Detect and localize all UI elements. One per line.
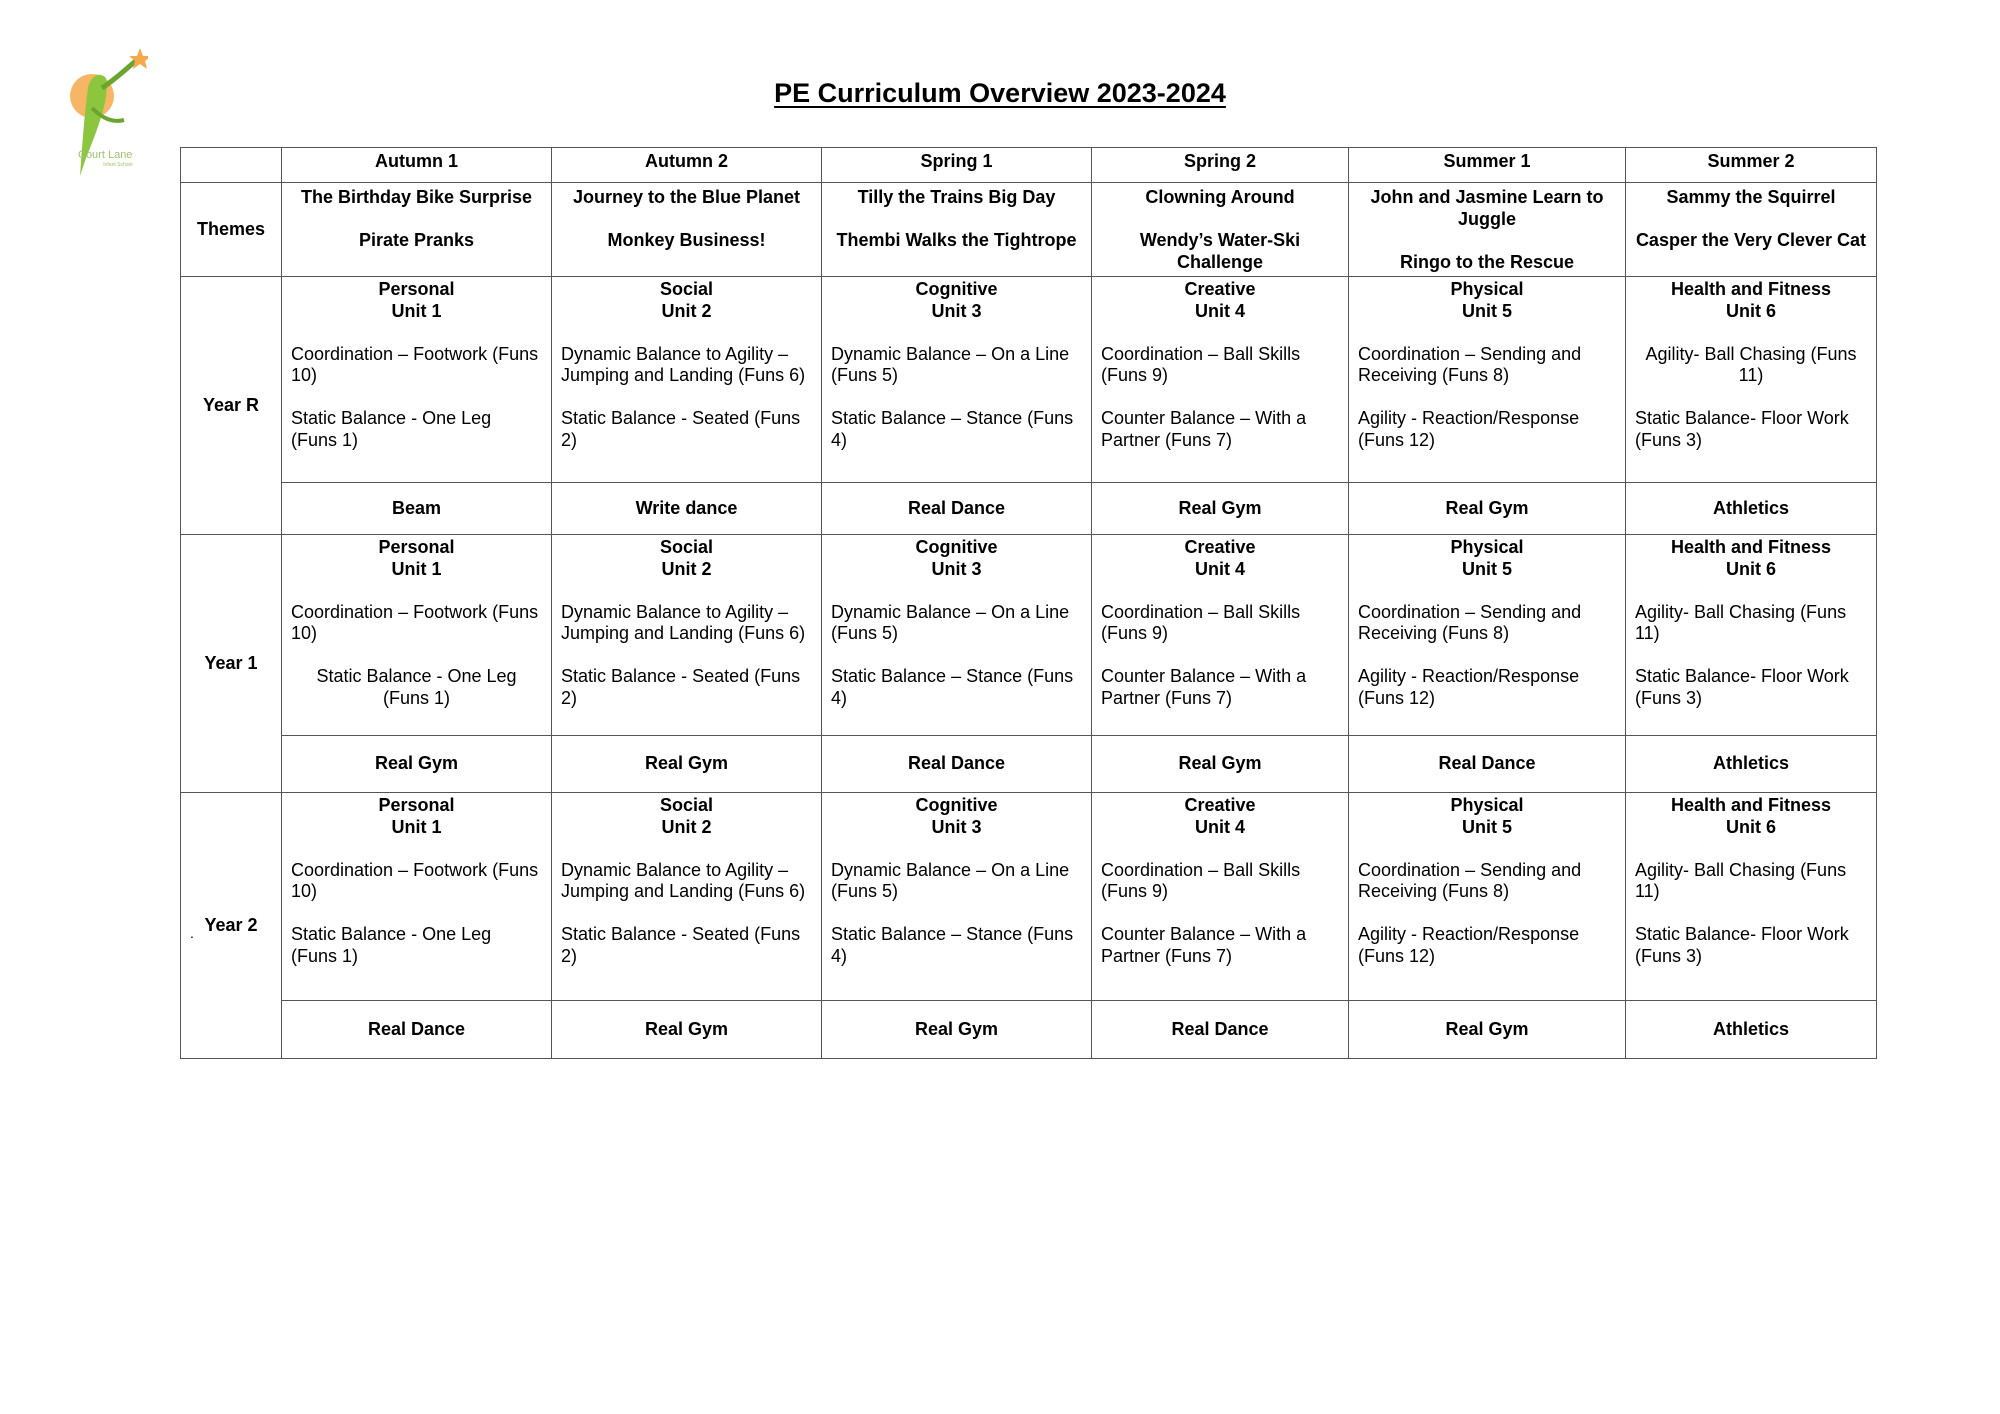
activity-cell: Real Dance	[822, 736, 1092, 793]
unit-cell	[822, 535, 1092, 736]
unit-number: Unit 5	[1461, 558, 1512, 579]
skill-text: Counter Balance – With a Partner (Funs 7)	[1101, 666, 1307, 708]
unit-area: Social	[659, 537, 714, 557]
skill-text: Dynamic Balance – On a Line (Funs 5)	[831, 859, 1070, 901]
term-header: Autumn 2	[552, 148, 822, 183]
unit-cell	[1626, 535, 1877, 736]
unit-area: Creative	[1184, 795, 1256, 815]
skill-text: Coordination – Sending and Receiving (Funs 8)	[1358, 601, 1582, 643]
skill-text: Coordination – Sending and Receiving (Funs 8)	[1358, 343, 1582, 385]
unit-cell	[1349, 535, 1626, 736]
activity-cell: Real Gym	[552, 1001, 822, 1059]
activity-cell: Real Gym	[282, 736, 552, 793]
activity-cell: Athletics	[1626, 1001, 1877, 1059]
term-header-row	[181, 148, 1877, 183]
unit-area: Physical	[1450, 537, 1524, 557]
skill-text: Agility - Reaction/Response (Funs 12)	[1358, 408, 1580, 450]
skill-text: Dynamic Balance – On a Line (Funs 5)	[831, 343, 1070, 385]
activity-cell: Real Gym	[552, 736, 822, 793]
theme-title: Clowning Around	[1145, 187, 1295, 207]
logo-wordmark: Court Lane Infant School	[78, 149, 133, 168]
skill-text: Agility- Ball Chasing (Funs 11)	[1635, 601, 1847, 643]
year-label: Year 2	[181, 793, 282, 1059]
unit-number: Unit 1	[391, 300, 442, 321]
skill-text: Static Balance- Floor Work (Funs 3)	[1635, 924, 1849, 966]
page-title: PE Curriculum Overview 2023-2024	[774, 78, 1226, 108]
activity-cell: Real Gym	[1092, 736, 1349, 793]
unit-number: Unit 6	[1725, 300, 1776, 321]
unit-cell	[282, 277, 552, 483]
unit-area: Cognitive	[915, 795, 998, 815]
skill-text: Coordination – Ball Skills (Funs 9)	[1101, 859, 1301, 901]
unit-number: Unit 4	[1194, 816, 1245, 837]
themes-row	[181, 183, 1877, 277]
skill-text: Coordination – Sending and Receiving (Funs 8)	[1358, 859, 1582, 901]
skill-text: Static Balance - One Leg (Funs 1)	[291, 408, 492, 450]
unit-number: Unit 4	[1194, 558, 1245, 579]
unit-number: Unit 6	[1725, 558, 1776, 579]
unit-number: Unit 2	[661, 816, 712, 837]
term-header: Spring 1	[822, 148, 1092, 183]
theme-cell	[552, 183, 822, 277]
skill-text: Static Balance- Floor Work (Funs 3)	[1635, 408, 1849, 450]
unit-number: Unit 5	[1461, 300, 1512, 321]
unit-area: Social	[659, 279, 714, 299]
skill-text: Agility- Ball Chasing (Funs 11)	[1635, 859, 1847, 901]
skill-text: Dynamic Balance to Agility – Jumping and Landing (Funs 6)	[561, 343, 806, 385]
unit-area: Health and Fitness	[1670, 279, 1832, 299]
skill-text: Static Balance - Seated (Funs 2)	[561, 408, 801, 450]
unit-cell	[1349, 277, 1626, 483]
activity-cell: Athletics	[1626, 483, 1877, 535]
unit-cell	[1092, 535, 1349, 736]
activity-cell: Real Dance	[1092, 1001, 1349, 1059]
unit-area: Physical	[1450, 279, 1524, 299]
unit-cell	[282, 535, 552, 736]
curriculum-table	[180, 147, 1877, 1059]
unit-cell	[552, 535, 822, 736]
unit-area: Creative	[1184, 537, 1256, 557]
unit-area: Cognitive	[915, 537, 998, 557]
unit-cell	[1092, 793, 1349, 1001]
theme-cell	[1349, 183, 1626, 277]
year-r-units-row	[181, 277, 1877, 483]
unit-area: Health and Fitness	[1670, 795, 1832, 815]
theme-title: John and Jasmine Learn to Juggle	[1370, 187, 1604, 229]
year-label: Year R	[181, 277, 282, 535]
year-2-activities-row	[181, 1001, 1877, 1059]
skill-text: Static Balance - Seated (Funs 2)	[561, 666, 801, 708]
skill-text: Dynamic Balance to Agility – Jumping and Landing (Funs 6)	[561, 601, 806, 643]
unit-area: Cognitive	[915, 279, 998, 299]
skill-text: Coordination – Footwork (Funs 10)	[291, 343, 539, 385]
theme-title: Tilly the Trains Big Day	[857, 187, 1056, 207]
activity-cell: Athletics	[1626, 736, 1877, 793]
skill-text: Dynamic Balance – On a Line (Funs 5)	[831, 601, 1070, 643]
unit-cell	[1092, 277, 1349, 483]
unit-cell	[822, 277, 1092, 483]
activity-cell: Real Gym	[822, 1001, 1092, 1059]
unit-area: Creative	[1184, 279, 1256, 299]
theme-title: Thembi Walks the Tightrope	[836, 230, 1077, 250]
theme-title: Pirate Pranks	[358, 230, 475, 250]
skill-text: Counter Balance – With a Partner (Funs 7)	[1101, 924, 1307, 966]
term-header: Summer 2	[1626, 148, 1877, 183]
year-2-units-row	[181, 793, 1877, 1001]
activity-cell: Write dance	[552, 483, 822, 535]
year-r-activities-row	[181, 483, 1877, 535]
theme-title: Sammy the Squirrel	[1666, 187, 1836, 207]
unit-number: Unit 5	[1461, 816, 1512, 837]
theme-cell	[1092, 183, 1349, 277]
theme-cell	[822, 183, 1092, 277]
theme-cell	[1626, 183, 1877, 277]
skill-text: Coordination – Ball Skills (Funs 9)	[1101, 601, 1301, 643]
skill-text: Agility - Reaction/Response (Funs 12)	[1358, 666, 1580, 708]
activity-cell: Real Dance	[282, 1001, 552, 1059]
term-header: Autumn 1	[282, 148, 552, 183]
unit-number: Unit 4	[1194, 300, 1245, 321]
activity-cell: Real Dance	[1349, 736, 1626, 793]
unit-number: Unit 3	[931, 816, 982, 837]
stray-mark: .	[190, 925, 194, 941]
year-1-units-row	[181, 535, 1877, 736]
skill-text: Static Balance – Stance (Funs 4)	[831, 408, 1074, 450]
unit-cell	[1349, 793, 1626, 1001]
year-label: Year 1	[181, 535, 282, 793]
skill-text: Coordination – Footwork (Funs 10)	[291, 601, 539, 643]
theme-title: Casper the Very Clever Cat	[1635, 230, 1867, 250]
unit-number: Unit 1	[391, 558, 442, 579]
unit-area: Health and Fitness	[1670, 537, 1832, 557]
unit-area: Social	[659, 795, 714, 815]
unit-number: Unit 2	[661, 558, 712, 579]
year-1-activities-row	[181, 736, 1877, 793]
unit-cell	[822, 793, 1092, 1001]
unit-area: Personal	[378, 537, 455, 557]
unit-area: Personal	[378, 795, 455, 815]
unit-area: Physical	[1450, 795, 1524, 815]
unit-number: Unit 3	[931, 300, 982, 321]
skill-text: Static Balance - Seated (Funs 2)	[561, 924, 801, 966]
unit-number: Unit 6	[1725, 816, 1776, 837]
unit-number: Unit 1	[391, 816, 442, 837]
theme-title: The Birthday Bike Surprise	[300, 187, 533, 207]
activity-cell: Real Dance	[822, 483, 1092, 535]
theme-title: Monkey Business!	[607, 230, 766, 250]
skill-text: Agility - Reaction/Response (Funs 12)	[1358, 924, 1580, 966]
skill-text: Static Balance – Stance (Funs 4)	[831, 924, 1074, 966]
term-header: Summer 1	[1349, 148, 1626, 183]
themes-label: Themes	[181, 183, 282, 277]
theme-title: Journey to the Blue Planet	[572, 187, 801, 207]
skill-text: Static Balance- Floor Work (Funs 3)	[1635, 666, 1849, 708]
term-header: Spring 2	[1092, 148, 1349, 183]
skill-text: Dynamic Balance to Agility – Jumping and Landing (Funs 6)	[561, 859, 806, 901]
activity-cell: Beam	[282, 483, 552, 535]
unit-area: Personal	[378, 279, 455, 299]
unit-number: Unit 3	[931, 558, 982, 579]
theme-cell	[282, 183, 552, 277]
skill-text: Coordination – Ball Skills (Funs 9)	[1101, 343, 1301, 385]
unit-cell	[552, 277, 822, 483]
corner-cell	[181, 148, 282, 183]
skill-text: Counter Balance – With a Partner (Funs 7)	[1101, 408, 1307, 450]
unit-cell	[552, 793, 822, 1001]
skill-text: Static Balance - One Leg (Funs 1)	[316, 666, 517, 708]
activity-cell: Real Gym	[1349, 1001, 1626, 1059]
theme-title: Wendy’s Water-Ski Challenge	[1139, 230, 1301, 272]
unit-cell	[1626, 793, 1877, 1001]
unit-cell	[282, 793, 552, 1001]
unit-cell	[1626, 277, 1877, 483]
skill-text: Coordination – Footwork (Funs 10)	[291, 859, 539, 901]
unit-number: Unit 2	[661, 300, 712, 321]
theme-title: Ringo to the Rescue	[1399, 251, 1574, 272]
skill-text: Static Balance – Stance (Funs 4)	[831, 666, 1074, 708]
activity-cell: Real Gym	[1092, 483, 1349, 535]
skill-text: Agility- Ball Chasing (Funs 11)	[1645, 343, 1857, 385]
skill-text: Static Balance - One Leg (Funs 1)	[291, 924, 492, 966]
activity-cell: Real Gym	[1349, 483, 1626, 535]
